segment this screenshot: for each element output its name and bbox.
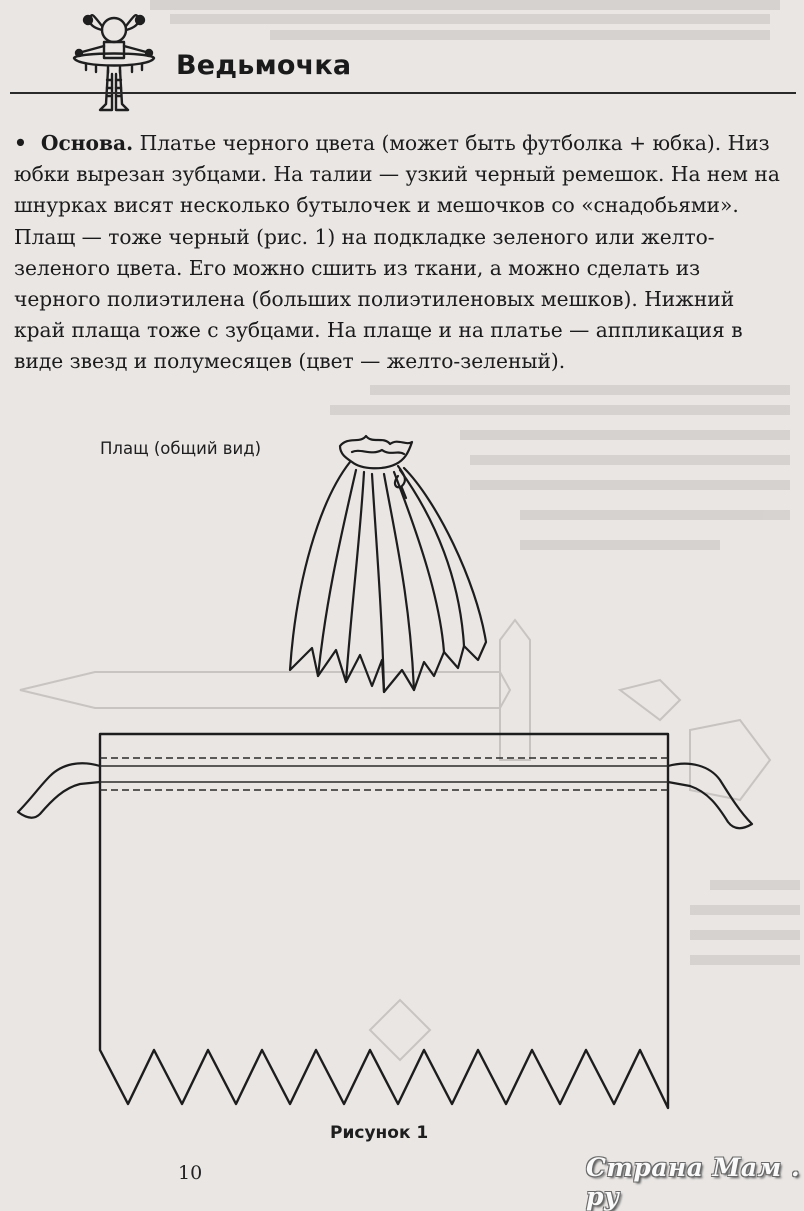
site-watermark: Страна Мам . ру: [586, 1153, 801, 1211]
page-number: 10: [178, 1162, 203, 1184]
cloak-caption: Плащ (общий вид): [100, 439, 262, 458]
bullet-marker: •: [14, 131, 27, 155]
chapter-title: Ведьмочка: [176, 50, 352, 81]
figure-caption: Рисунок 1: [330, 1123, 429, 1143]
ribbon-right: [668, 764, 752, 829]
cloak-pattern: [100, 734, 668, 1108]
paragraph-text: Платье черного цвета (может быть футболка + юбка). Низ юбки вырезан зубцами. На талии — узкий черный ремешок. На нем на шнурках висят несколько бутылочек и мешочков со «снадобьями». Плащ — тоже черный (рис. 1) на подкладке зеленого или желто-зеленого цвета. Его можно сшить из ткани, а можно сделать из черного полиэтилена (больших полиэтиленовых мешков). Нижний край плаща тоже с зубцами. На плаще и на платье — аппликация в виде звезд и полумесяцев (цвет — желто-зеленый).: [14, 131, 780, 374]
ribbon-left: [18, 763, 100, 817]
paragraph-lead: Основа.: [40, 131, 134, 155]
